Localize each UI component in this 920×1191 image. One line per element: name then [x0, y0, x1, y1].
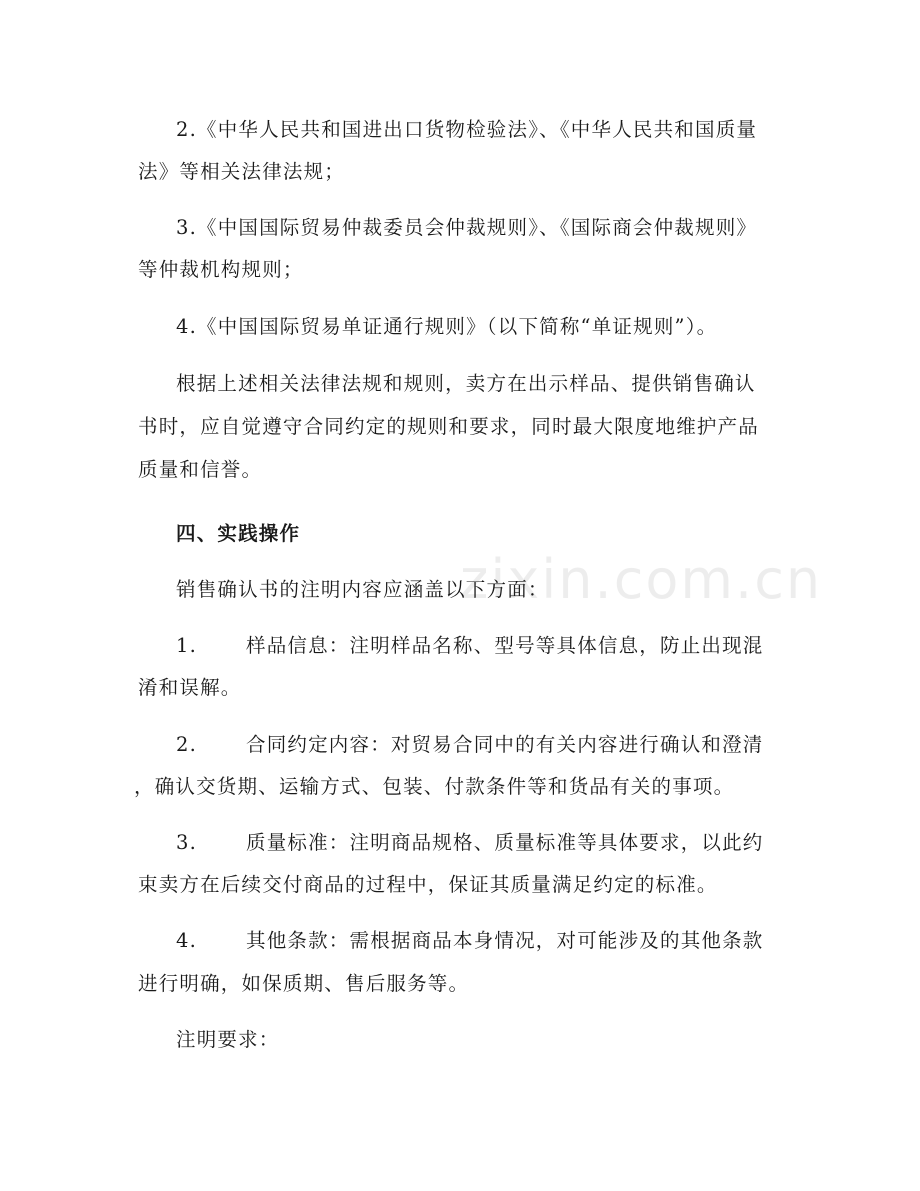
list-item-number: 2.	[176, 733, 198, 756]
watermark: zixin.com.cn	[460, 548, 823, 611]
text-line: 注明要求：	[176, 1028, 280, 1051]
text-line: ，确认交货期、运输方式、包装、付款条件等和货品有关的事项。	[134, 775, 735, 798]
text-line: 书时，应自觉遵守合同约定的规则和要求，同时最大限度地维护产品	[138, 415, 760, 438]
list-item-number: 1.	[176, 634, 198, 657]
text-line: 等仲裁机构规则；	[138, 258, 304, 281]
list-item-first-line	[176, 917, 764, 965]
text-line: 质量和信誉。	[138, 458, 263, 481]
list-item-text: 其他条款：需根据商品本身情况，对可能涉及的其他条款	[246, 929, 764, 952]
list-item-number: 4.	[176, 929, 198, 952]
list-item-text: 样品信息：注明样品名称、型号等具体信息，防止出现混	[246, 634, 764, 657]
text-line: 销售确认书的注明内容应涵盖以下方面：	[176, 578, 549, 601]
text-line: 4.《中国国际贸易单证通行规则》（以下简称“单证规则”）。	[176, 315, 718, 338]
text-line: 淆和误解。	[138, 676, 242, 699]
text-line: 进行明确，如保质期、售后服务等。	[138, 972, 470, 995]
list-item-text: 合同约定内容：对贸易合同中的有关内容进行确认和澄清	[246, 733, 764, 756]
heading-text: 四、实践操作	[176, 522, 301, 545]
list-item-first-line	[176, 721, 764, 769]
list-item-first-line	[176, 622, 764, 670]
text-line: 2.《中华人民共和国进出口货物检验法》、《中华人民共和国质量	[176, 118, 758, 141]
text-line: 3.《中国国际贸易仲裁委员会仲裁规则》、《国际商会仲裁规则》	[176, 216, 758, 239]
list-item-number: 3.	[176, 831, 198, 854]
list-item-first-line	[176, 819, 764, 867]
text-line: 法》等相关法律法规；	[138, 160, 346, 183]
text-line: 束卖方在后续交付商品的过程中，保证其质量满足约定的标准。	[138, 873, 718, 896]
list-item-text: 质量标准：注明商品规格、质量标准等具体要求，以此约	[246, 831, 764, 854]
text-line: 根据上述相关法律法规和规则，卖方在出示样品、提供销售确认	[176, 372, 756, 395]
